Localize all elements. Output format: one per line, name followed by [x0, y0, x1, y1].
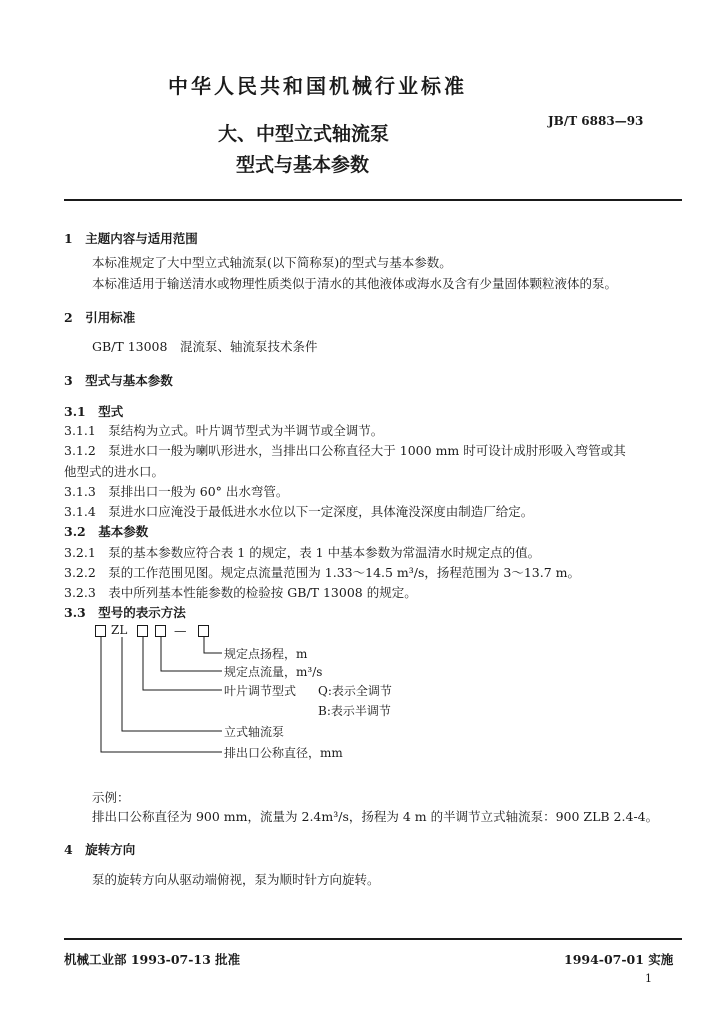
clause-3-1-1: 3.1.1 泵结构为立式。叶片调节型式为半调节或全调节。	[64, 423, 384, 438]
footer-rule	[64, 938, 682, 940]
clause-3-1-4: 3.1.4 泵进水口应淹没于最低进水水位以下一定深度，具体淹没深度由制造厂给定。	[64, 504, 534, 519]
document-title: 大、中型立式轴流泵	[218, 123, 390, 145]
page-number: 1	[645, 972, 652, 985]
section-2-heading: 2 引用标准	[64, 310, 136, 325]
label-blade-b: B:表示半调节	[318, 704, 391, 718]
approval-date: 机械工业部 1993-07-13 批准	[64, 952, 241, 967]
section-1-para-1: 本标准规定了大中型立式轴流泵(以下简称泵)的型式与基本参数。	[92, 255, 452, 270]
section-3-1-heading: 3.1 型式	[64, 404, 124, 419]
clause-3-1-2-line-2: 他型式的进水口。	[64, 464, 165, 479]
model-prefix: ZL	[111, 623, 128, 637]
clause-3-1-2-line-1: 3.1.2 泵进水口一般为喇叭形进水，当排出口公称直径大于 1000 mm 时可设计成肘形吸入弯管或其	[64, 443, 626, 458]
section-1-heading: 1 主题内容与适用范围	[64, 231, 198, 246]
model-dash: —	[174, 623, 187, 638]
section-3-3-heading: 3.3 型号的表示方法	[64, 605, 186, 620]
section-3-2-heading: 3.2 基本参数	[64, 524, 149, 539]
reference-standard: GB/T 13008 混流泵、轴流泵技术条件	[92, 339, 318, 354]
section-1-para-2: 本标准适用于输送清水或物理性质类似于清水的其他液体或海水及含有少量固体颗粒液体的泵。	[92, 276, 618, 291]
org-title: 中华人民共和国机械行业标准	[168, 74, 467, 98]
clause-3-2-2: 3.2.2 泵的工作范围见图。规定点流量范围为 1.33～14.5 m³/s，扬程范围为 3～13.7 m。	[64, 565, 580, 580]
example-text: 排出口公称直径为 900 mm，流量为 2.4m³/s，扬程为 4 m 的半调节立式轴流泵：900 ZLB 2.4-4。	[92, 809, 659, 824]
clause-3-2-1: 3.2.1 泵的基本参数应符合表 1 的规定，表 1 中基本参数为常温清水时规定点的值。	[64, 545, 541, 560]
document-subtitle: 型式与基本参数	[236, 154, 370, 176]
example-title: 示例：	[92, 790, 130, 805]
label-blade-q: Q:表示全调节	[318, 684, 392, 698]
label-diameter: 排出口公称直径，mm	[224, 746, 343, 760]
standard-number: JB/T 6883—93	[548, 114, 644, 128]
effective-date: 1994-07-01 实施	[564, 952, 674, 967]
label-blade-type: 叶片调节型式	[224, 684, 297, 698]
section-4-para: 泵的旋转方向从驱动端俯视，泵为顺时针方向旋转。	[92, 872, 380, 887]
label-flow: 规定点流量，m³/s	[224, 665, 323, 679]
label-head: 规定点扬程，m	[224, 647, 308, 661]
clause-3-2-3: 3.2.3 表中所列基本性能参数的检验按 GB/T 13008 的规定。	[64, 585, 417, 600]
section-4-heading: 4 旋转方向	[64, 842, 136, 857]
label-pump-type: 立式轴流泵	[224, 725, 285, 739]
clause-3-1-3: 3.1.3 泵排出口一般为 60° 出水弯管。	[64, 484, 289, 499]
section-3-heading: 3 型式与基本参数	[64, 373, 173, 388]
